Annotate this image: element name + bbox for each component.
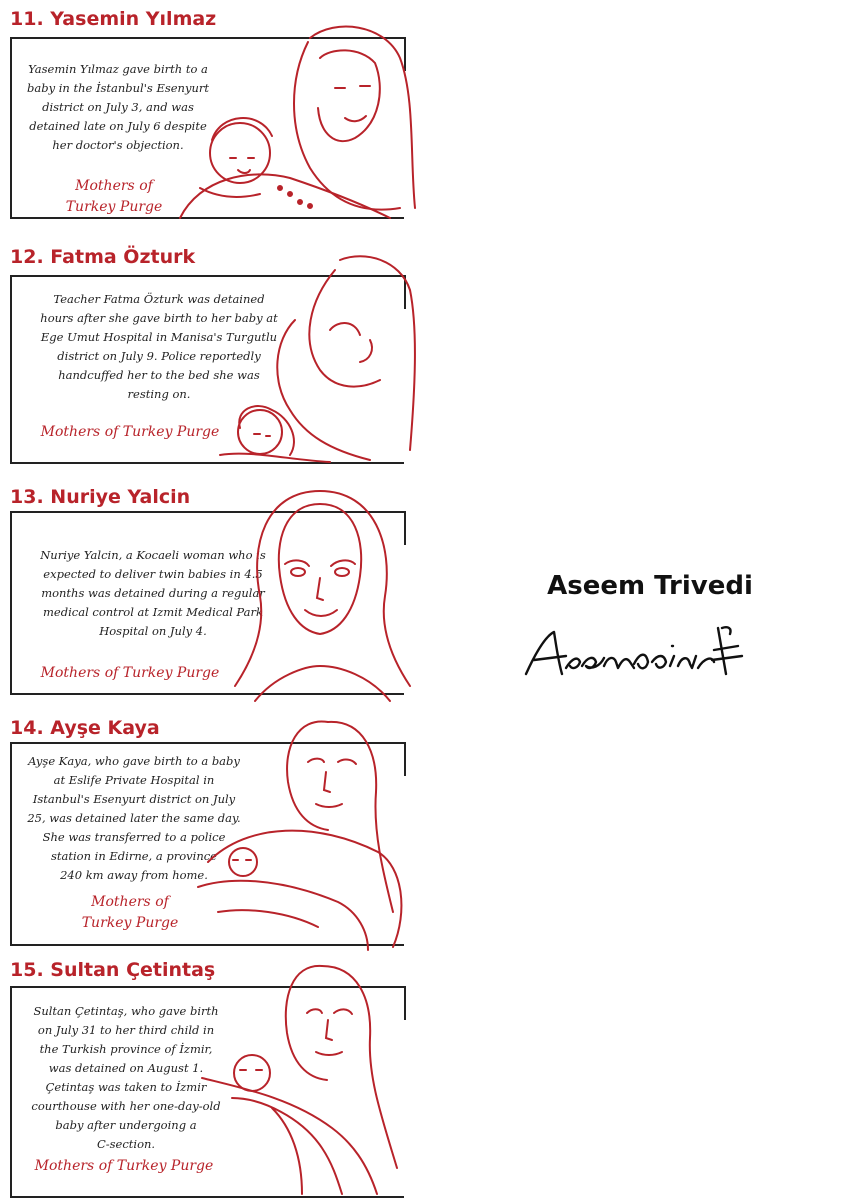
panel-description: Teacher Fatma Özturk was detained hours after she gave birth to her baby at Ege Umut Hospital in Manisa's Turgutlu district on July 9. Police reportedly handcuffed her to the bed she was resting on. — [40, 292, 278, 401]
panel-credit: Mothers of Turkey Purge — [34, 1158, 214, 1174]
panel-number: 13. — [10, 486, 44, 508]
panel-description: Ayşe Kaya, who gave birth to a baby at Eslife Private Hospital in Istanbul's Esenyurt district on July 25, was detained later the same day. She was transferred to a police station in Edirne, a province 240 km away from home. — [27, 754, 241, 882]
panel-description: Nuriye Yalcin, a Kocaeli woman who is expected to deliver twin babies in 4.5 months was detained during a regular medical control at Izmit Medical Park Hospital on July 4. — [40, 548, 266, 638]
panel-description: Sultan Çetintaş, who gave birth on July 31 to her third child in the Turkish province of İzmir, was detained on August 1. Çetintaş was taken to İzmir courthouse with her one-day-old baby after undergoing a C-section. — [31, 1004, 221, 1151]
panel-name: Sultan Çetintaş — [50, 959, 216, 981]
panel-heading — [10, 246, 195, 268]
panel-name: Ayşe Kaya — [50, 717, 160, 739]
panel-number: 15. — [10, 959, 44, 981]
panel-number: 14. — [10, 717, 44, 739]
panel-14 — [0, 712, 420, 952]
panel-heading — [10, 486, 190, 508]
panel-credit: Mothers of Turkey Purge — [65, 178, 163, 215]
panel-11 — [0, 0, 420, 232]
panel-15 — [0, 956, 420, 1200]
panel-heading — [10, 717, 160, 739]
panel-12 — [0, 240, 420, 470]
mother-with-newborn-illustration — [210, 250, 420, 465]
panel-number: 12. — [10, 246, 44, 268]
panel-13 — [0, 478, 420, 708]
panel-name: Yasemin Yılmaz — [50, 8, 217, 30]
mother-holding-baby-illustration — [188, 712, 416, 952]
panel-name: Nuriye Yalcin — [50, 486, 191, 508]
woman-in-headscarf-illustration — [225, 486, 415, 708]
artist-signature — [522, 622, 748, 686]
panel-description: Yasemin Yılmaz gave birth to a baby in the İstanbul's Esenyurt district on July 3, and was detained late on July 6 despite her doctor's objection. — [27, 62, 209, 152]
panel-credit: Mothers of Turkey Purge — [81, 894, 179, 931]
panel-heading — [10, 959, 215, 981]
artist-name: Aseem Trivedi — [547, 571, 753, 601]
mother-with-baby-illustration — [160, 18, 422, 222]
panel-credit: Mothers of Turkey Purge — [40, 665, 220, 681]
panel-number: 11. — [10, 8, 44, 30]
panel-name: Fatma Özturk — [50, 246, 196, 268]
mother-cradling-child-illustration — [192, 958, 414, 1196]
panel-credit: Mothers of Turkey Purge — [40, 424, 220, 440]
